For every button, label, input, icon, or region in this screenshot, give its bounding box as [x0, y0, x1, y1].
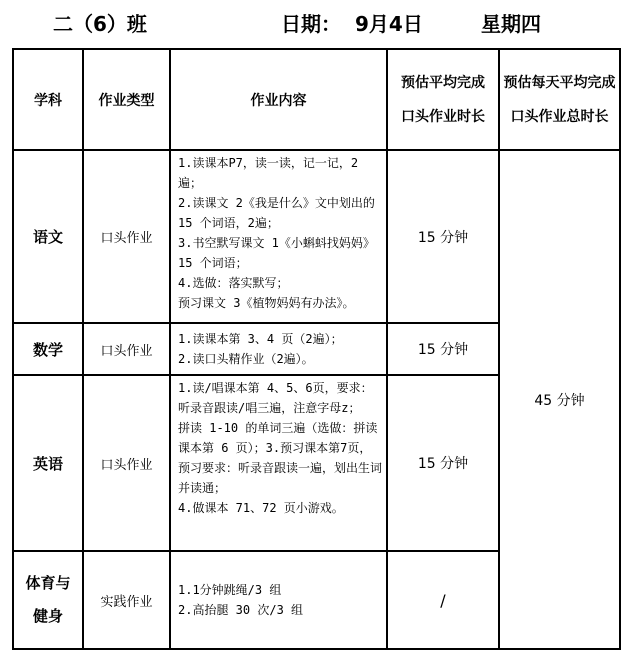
content-line: 1.读/唱课本第 4、5、6页，要求：听录音跟读/唱三遍，注意字母z；: [178, 381, 373, 415]
date-value: 9月4日: [355, 12, 423, 36]
daily-total-cell: 45 分钟: [499, 150, 620, 649]
header-daily-total-time: [499, 49, 620, 150]
time-cell: 15 分钟: [387, 375, 499, 551]
time-cell: 15 分钟: [387, 150, 499, 323]
page-header: [0, 0, 633, 46]
content-line: 1.读课本P7，读一读，记一记，2遍；: [178, 156, 359, 190]
header-avg-oral-line1: 预估平均完成: [401, 74, 485, 91]
table-row: [13, 150, 620, 323]
type-cell: 口头作业: [83, 323, 170, 375]
content-line: 1.读课本第 3、4 页（2遍）；: [178, 332, 343, 346]
header-avg-oral-line2: 口头作业时长: [401, 108, 485, 125]
type-cell: 实践作业: [83, 551, 170, 649]
content-line: 4.做课本 71、72 页小游戏。: [178, 501, 344, 515]
subject-line: 健身: [32, 607, 63, 625]
weekday: 星期四: [481, 12, 541, 36]
content-cell: [170, 551, 387, 649]
content-cell: [170, 323, 387, 375]
date-label: 日期：: [281, 12, 341, 36]
type-cell: 口头作业: [83, 150, 170, 323]
content-cell: [170, 150, 387, 323]
header-content: 作业内容: [170, 49, 387, 150]
content-line: 拼读 1-10 的单词三遍（选做：拼读课本第 6 页）；3.预习课本第7页，预习要求：听录音跟读一遍，划出生词并读通；: [178, 421, 383, 495]
header-daily-total-line2: 口头作业总时长: [510, 108, 609, 125]
content-line: 3.书空默写课文 1《小蝌蚪找妈妈》15 个词语；: [178, 236, 375, 270]
header-avg-oral-time: [387, 49, 499, 150]
header-daily-total-line1: 预估每天平均完成: [503, 74, 616, 91]
table-header-row: [13, 49, 620, 150]
content-line: 预习课文 3《植物妈妈有办法》。: [178, 296, 355, 310]
content-cell: [170, 375, 387, 551]
time-cell: /: [387, 551, 499, 649]
homework-table: [12, 48, 621, 650]
class-name: 二（6）班: [53, 12, 147, 36]
header-type: 作业类型: [83, 49, 170, 150]
time-cell: 15 分钟: [387, 323, 499, 375]
subject-cell: [13, 551, 83, 649]
header-subject: 学科: [13, 49, 83, 150]
content-line: 2.读课文 2《我是什么》文中划出的 15 个词语，2遍；: [178, 196, 375, 230]
content-line: 2.读口头精作业（2遍）。: [178, 352, 314, 366]
subject-cell: 语文: [13, 150, 83, 323]
content-line: 1.1分钟跳绳/3 组: [178, 583, 282, 597]
subject-cell: 数学: [13, 323, 83, 375]
subject-cell: 英语: [13, 375, 83, 551]
subject-line: 体育与: [25, 574, 71, 592]
content-line: 4.选做：落实默写；: [178, 276, 289, 290]
type-cell: 口头作业: [83, 375, 170, 551]
content-line: 2.高抬腿 30 次/3 组: [178, 603, 304, 617]
